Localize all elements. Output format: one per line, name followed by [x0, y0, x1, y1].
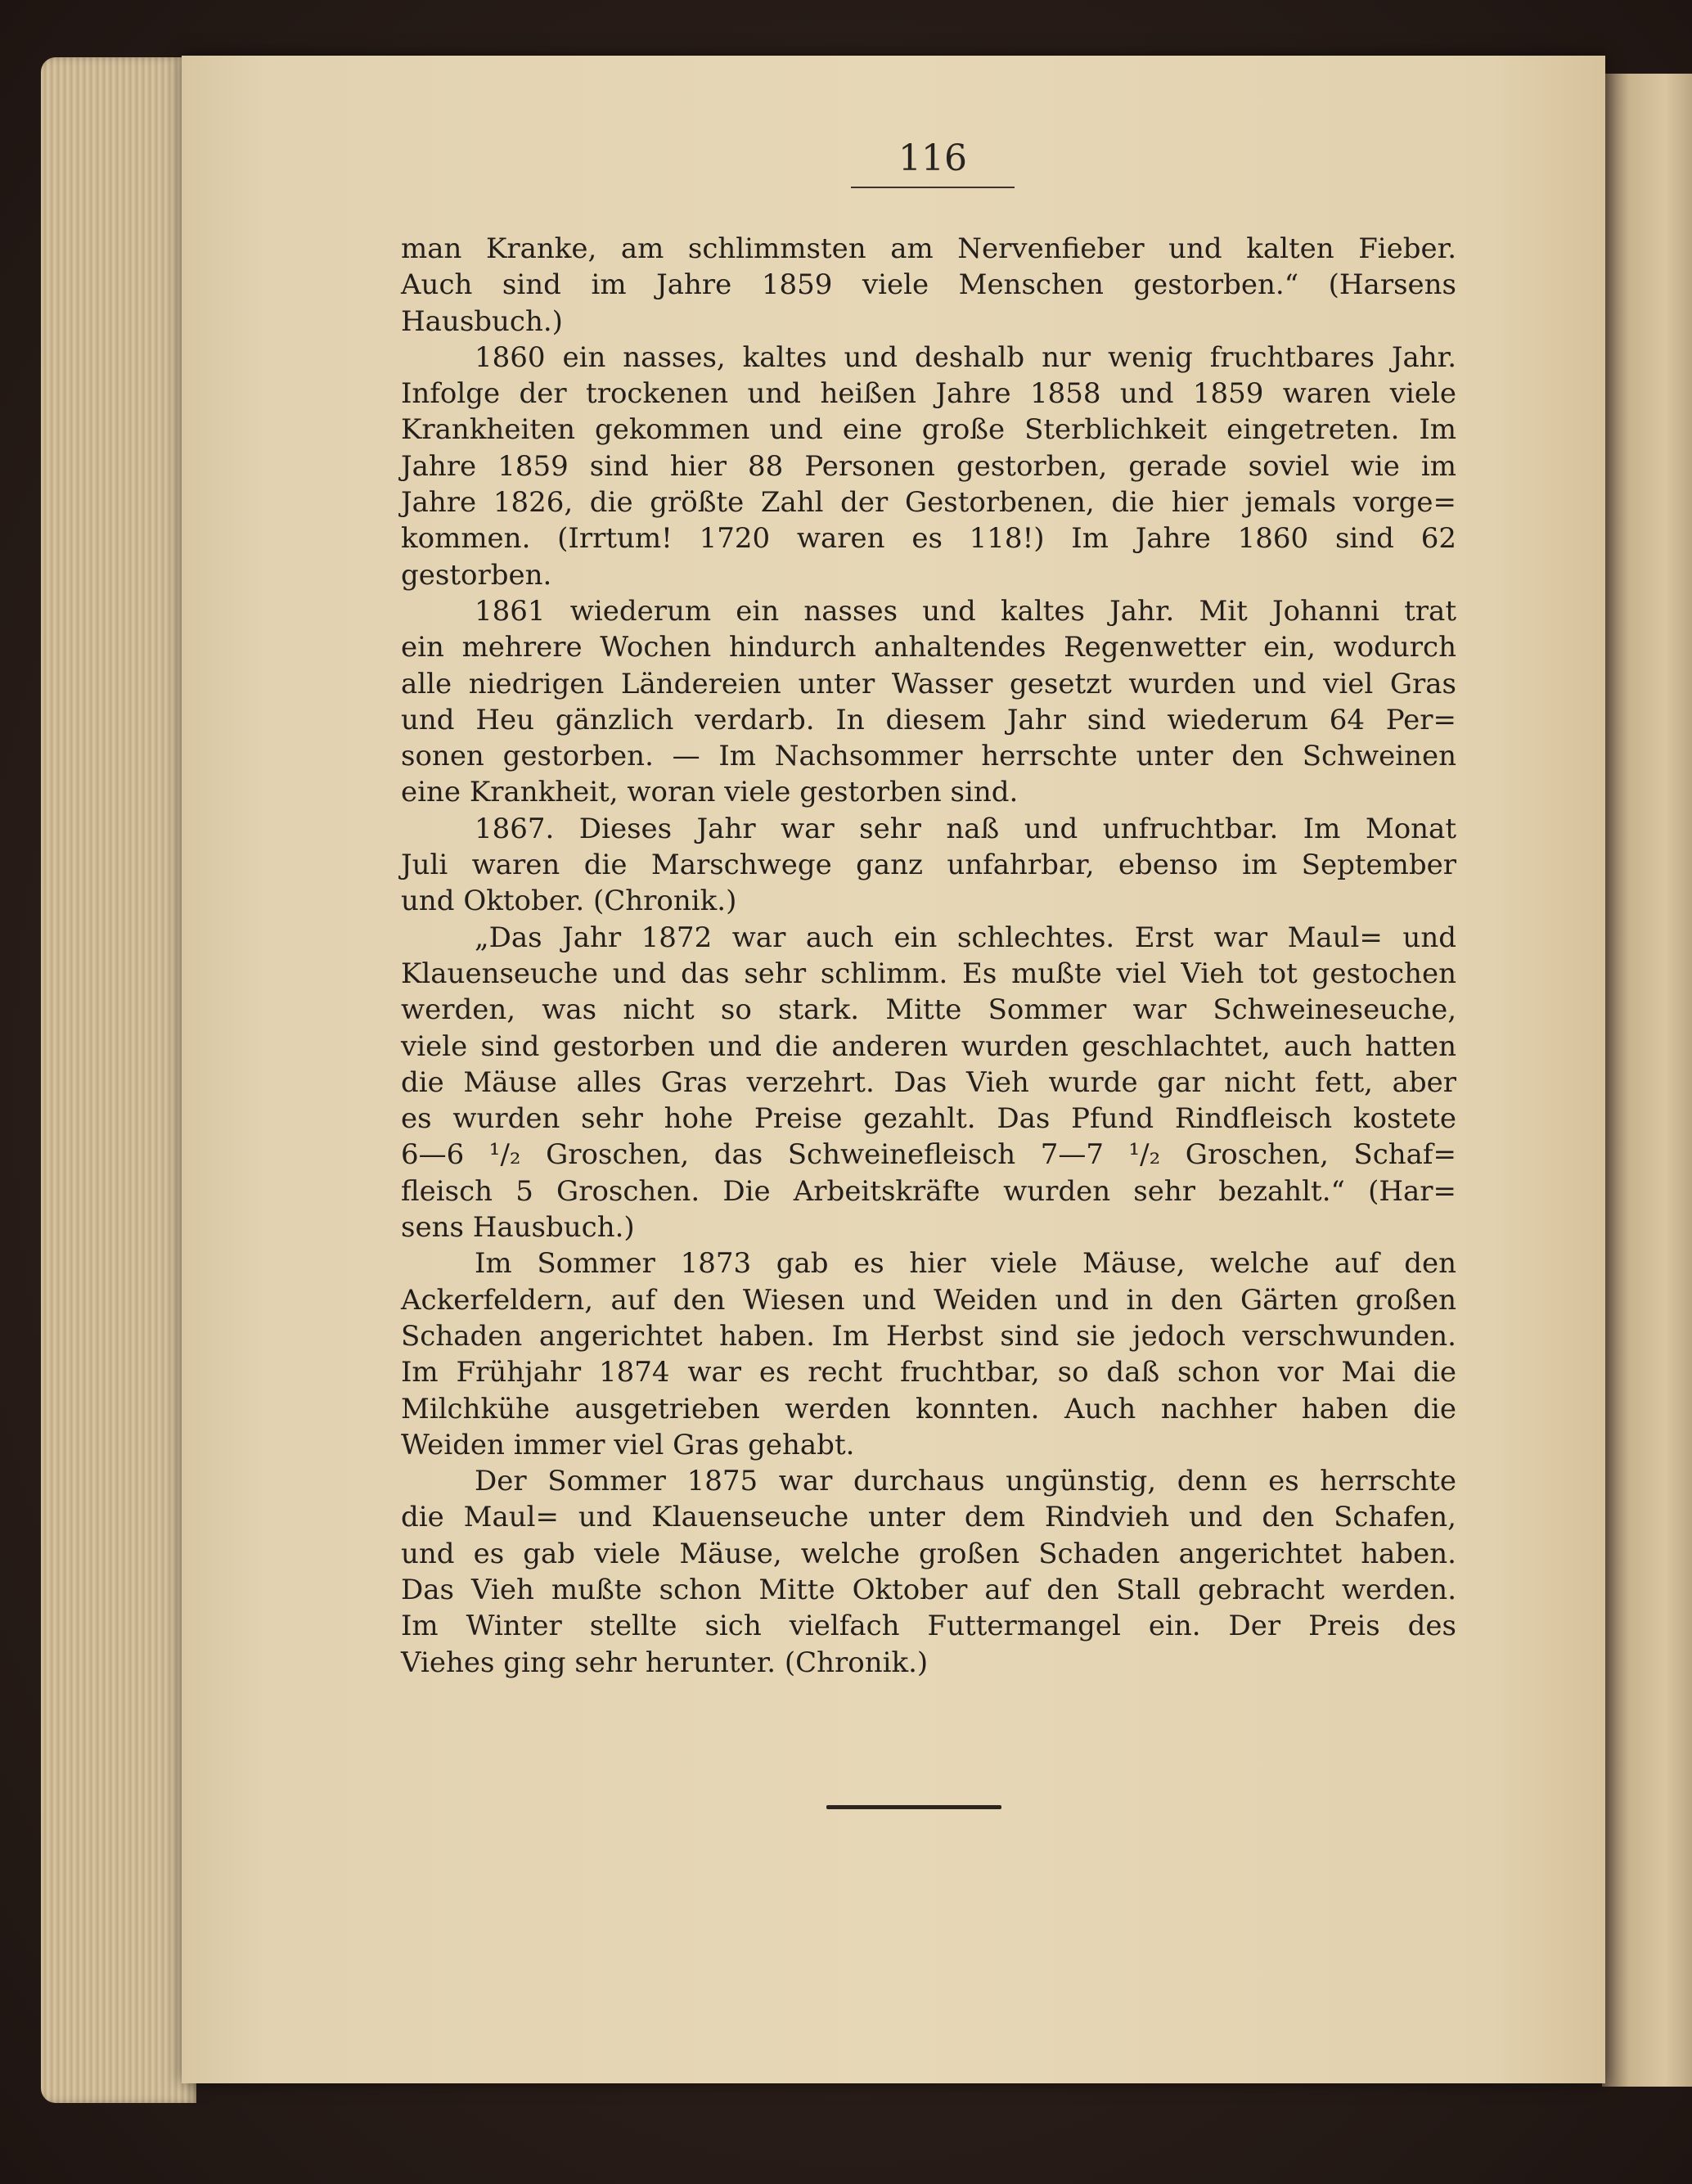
text-line: Klauenseuche und das sehr schlimm. Es mußte viel Vieh tot gestochen — [401, 957, 1456, 990]
text-line: Hausbuch.) — [401, 304, 563, 338]
text-line: sonen gestorben. — Im Nachsommer herrschte unter den Schweinen — [401, 740, 1456, 773]
text-line: Jahre 1859 sind hier 88 Personen gestorben, gerade soviel wie im — [401, 449, 1456, 483]
text-line: die Mäuse alles Gras verzehrt. Das Vieh wurde gar nicht fett, aber — [401, 1065, 1456, 1099]
text-line: Milchkühe ausgetrieben werden konnten. Auch nachher haben die — [401, 1392, 1456, 1425]
text-line: kommen. (Irrtum! 1720 waren es 118!) Im Jahre 1860 sind 62 — [401, 522, 1456, 556]
end-of-chapter-rule — [826, 1805, 1001, 1809]
text-line: 1860 ein nasses, kaltes und deshalb nur wenig fruchtbares Jahr. — [475, 340, 1456, 374]
text-line: Jahre 1826, die größte Zahl der Gestorbenen, die hier jemals vorge= — [401, 486, 1456, 520]
text-line: die Maul= und Klauenseuche unter dem Rindvieh und den Schafen, — [401, 1501, 1456, 1534]
text-line: ein mehrere Wochen hindurch anhaltendes Regenwetter ein, wodurch — [401, 631, 1456, 664]
page-number: 116 — [898, 137, 967, 179]
text-line: Der Sommer 1875 war durchaus ungünstig, denn es herrschte — [475, 1465, 1456, 1498]
text-line: Weiden immer viel Gras gehabt. — [401, 1428, 855, 1461]
text-line: Krankheiten gekommen und eine große Sterblichkeit eingetreten. Im — [401, 413, 1456, 447]
text-line: man Kranke, am schlimmsten am Nervenfieber und kalten Fieber. — [401, 232, 1456, 265]
text-line: Im Winter stellte sich vielfach Futtermangel ein. Der Preis des — [401, 1610, 1456, 1643]
text-line: 6—6 ¹/₂ Groschen, das Schweinefleisch 7—7 ¹/₂ Groschen, Schaf= — [401, 1138, 1456, 1172]
text-line: werden, was nicht so stark. Mitte Sommer war Schweineseuche, — [401, 993, 1456, 1027]
header-rule — [851, 187, 1015, 188]
text-line: Infolge der trockenen und heißen Jahre 1858 und 1859 waren viele — [401, 377, 1456, 411]
body-text — [401, 231, 1456, 1681]
text-line: Ackerfeldern, auf den Wiesen und Weiden und in den Gärten großen — [401, 1283, 1456, 1317]
text-line: alle niedrigen Ländereien unter Wasser gesetzt wurden und viel Gras — [401, 667, 1456, 700]
text-line: Auch sind im Jahre 1859 viele Menschen gestorben.“ (Harsens — [401, 268, 1456, 302]
text-line: 1861 wiederum ein nasses und kaltes Jahr. Mit Johanni trat — [475, 594, 1456, 628]
text-line: Viehes ging sehr herunter. (Chronik.) — [401, 1646, 929, 1679]
text-line: Juli waren die Marschwege ganz unfahrbar, ebenso im September — [401, 849, 1456, 882]
text-line: 1867. Dieses Jahr war sehr naß und unfruchtbar. Im Monat — [475, 812, 1456, 845]
facing-page-edge — [1602, 74, 1692, 2087]
text-line: „Das Jahr 1872 war auch ein schlechtes. Erst war Maul= und — [475, 921, 1456, 954]
text-line: fleisch 5 Groschen. Die Arbeitskräfte wurden sehr bezahlt.“ (Har= — [401, 1174, 1456, 1208]
text-line: Im Sommer 1873 gab es hier viele Mäuse, welche auf den — [475, 1247, 1456, 1281]
text-line: es wurden sehr hohe Preise gezahlt. Das Pfund Rindfleisch kostete — [401, 1102, 1456, 1136]
text-line: eine Krankheit, woran viele gestorben sind. — [401, 776, 1019, 809]
text-line: gestorben. — [401, 558, 552, 592]
text-line: Schaden angerichtet haben. Im Herbst sind sie jedoch verschwunden. — [401, 1319, 1456, 1353]
text-line: und Heu gänzlich verdarb. In diesem Jahr sind wiederum 64 Per= — [401, 703, 1456, 736]
book-page-edges — [41, 57, 196, 2103]
text-line: Das Vieh mußte schon Mitte Oktober auf den Stall gebracht werden. — [401, 1573, 1456, 1606]
text-line: und Oktober. (Chronik.) — [401, 885, 737, 918]
text-line: Im Frühjahr 1874 war es recht fruchtbar, so daß schon vor Mai die — [401, 1356, 1456, 1389]
text-line: und es gab viele Mäuse, welche großen Schaden angerichtet haben. — [401, 1537, 1456, 1570]
text-line: viele sind gestorben und die anderen wurden geschlachtet, auch hatten — [401, 1029, 1456, 1063]
text-line: sens Hausbuch.) — [401, 1211, 635, 1245]
